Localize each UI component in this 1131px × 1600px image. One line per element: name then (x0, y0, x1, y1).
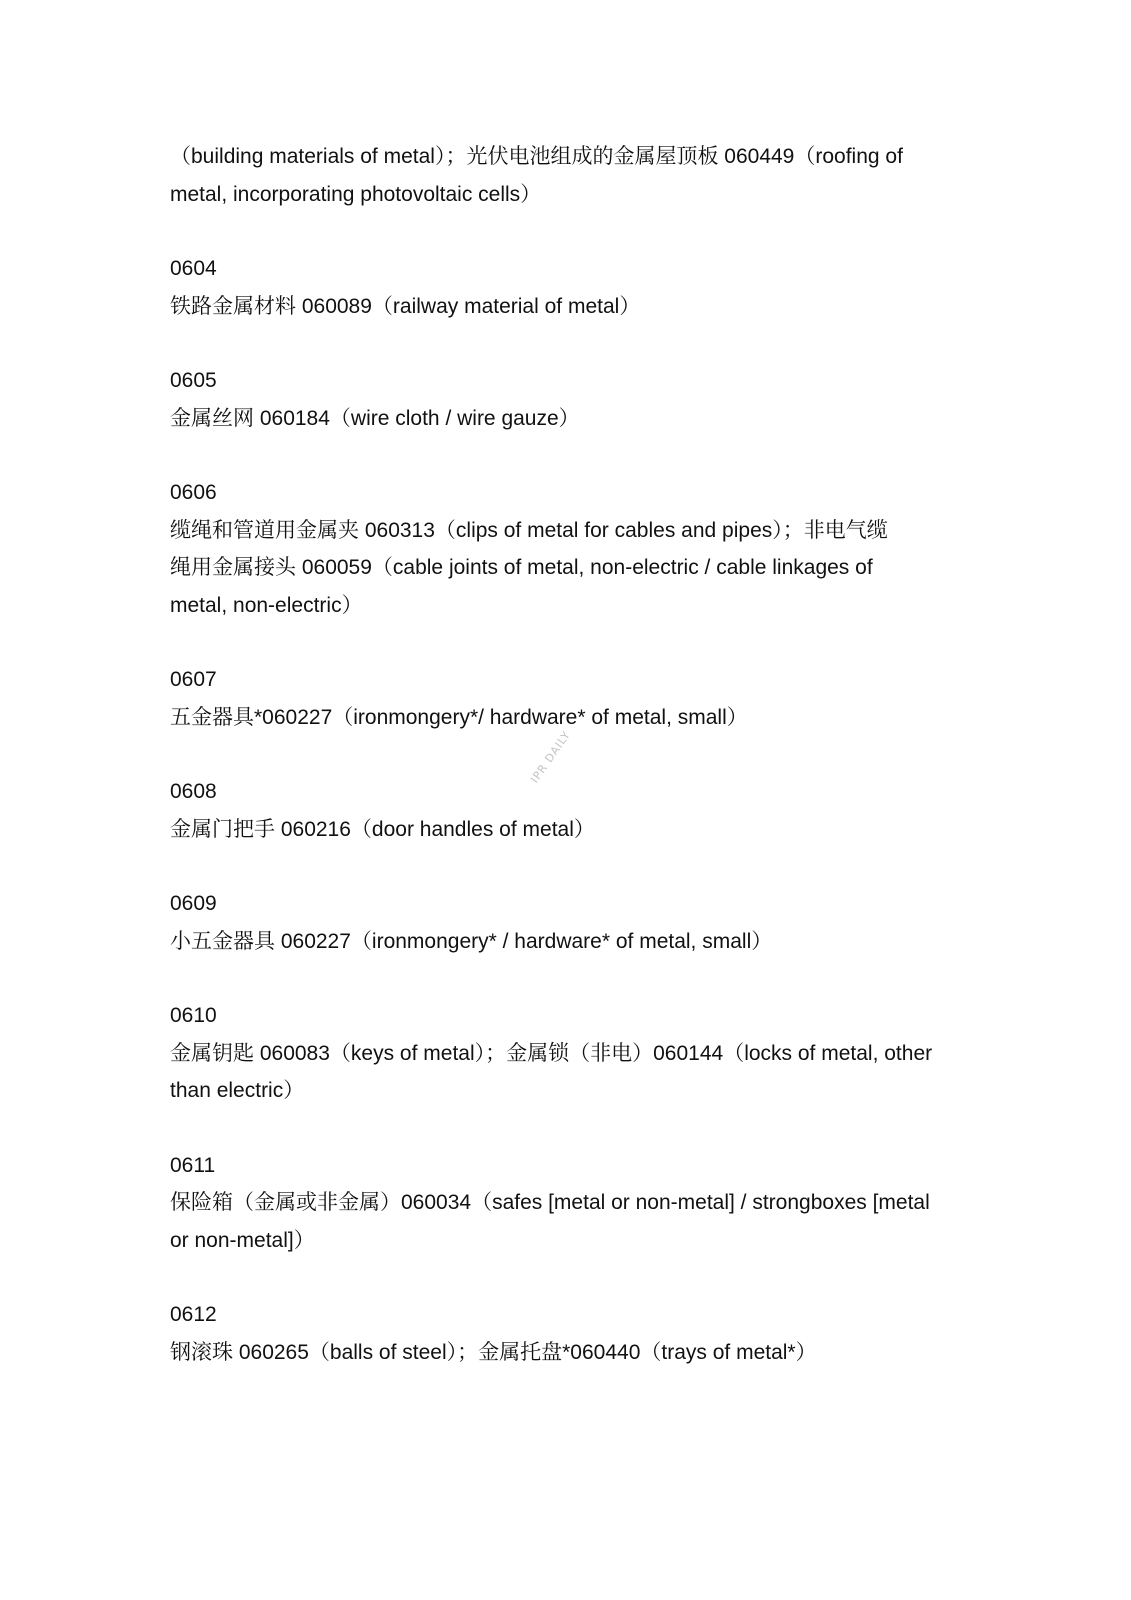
text-line: （building materials of metal）；光伏电池组成的金属屋顶板 060449（roofing of (170, 145, 903, 168)
text-line: 五金器具*060227（ironmongery*/ hardware* of metal, small） (170, 705, 748, 729)
section-code: 0608 (170, 780, 217, 803)
section-code: 0611 (170, 1153, 216, 1177)
paragraph-gap (170, 325, 970, 362)
paragraph-gap (170, 736, 970, 773)
paragraph-gap (170, 960, 970, 997)
text-line: 金属钥匙 060083（keys of metal）；金属锁（非电）060144（locks of metal, other (170, 1041, 933, 1065)
paragraph-gap (170, 624, 970, 661)
section-code: 0609 (170, 892, 217, 915)
section-code: 0606 (170, 481, 217, 504)
text-line: 小五金器具 060227（ironmongery* / hardware* of metal, small） (170, 929, 773, 953)
text-line: than electric） (170, 1079, 305, 1102)
section-code: 0607 (170, 668, 217, 691)
text-line: 金属丝网 060184（wire cloth / wire gauze） (170, 406, 580, 430)
text-line: metal, incorporating photovoltaic cells） (170, 182, 542, 206)
section-code: 0604 (170, 257, 217, 280)
text-line: 金属门把手 060216（door handles of metal） (170, 817, 595, 841)
paragraph-gap (170, 1110, 970, 1147)
section-code: 0612 (170, 1303, 217, 1326)
section-code: 0610 (170, 1004, 217, 1027)
text-line: or non-metal]） (170, 1228, 315, 1252)
paragraph-gap (170, 848, 970, 885)
paragraph-gap (170, 213, 970, 250)
watermark: IPR DAILY (528, 728, 574, 786)
text-line: 铁路金属材料 060089（railway material of metal） (170, 294, 641, 318)
text-line: 保险箱（金属或非金属）060034（safes [metal or non-metal] / strongboxes [metal (170, 1191, 930, 1214)
text-line: metal, non-electric） (170, 593, 363, 617)
paragraph-gap (170, 1259, 970, 1296)
text-line: 缆绳和管道用金属夹 060313（clips of metal for cables and pipes）；非电气缆 (170, 518, 888, 542)
text-line: 钢滚珠 060265（balls of steel）；金属托盘*060440（trays of metal*） (170, 1340, 817, 1364)
document-body (170, 138, 970, 1371)
text-line: 绳用金属接头 060059（cable joints of metal, non-electric / cable linkages of (170, 556, 873, 579)
section-code: 0605 (170, 369, 217, 392)
paragraph-gap (170, 437, 970, 474)
